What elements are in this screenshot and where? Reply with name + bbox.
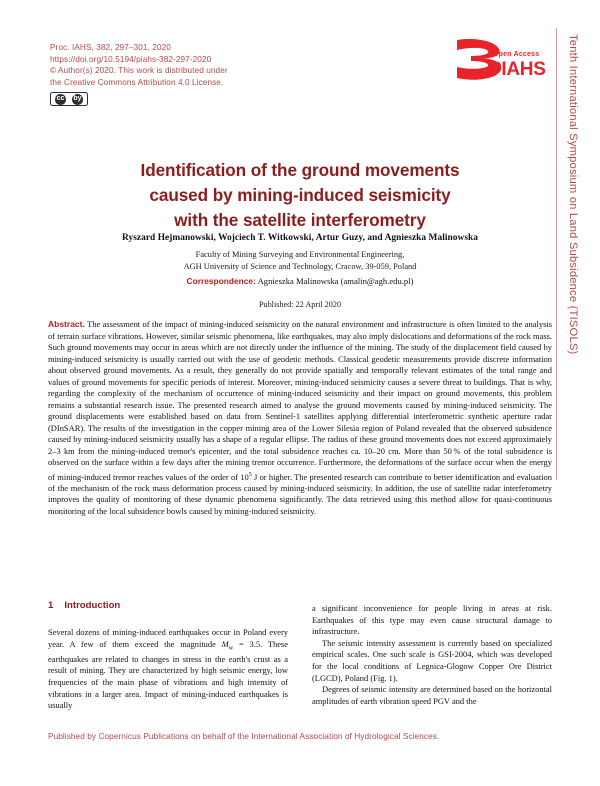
body-column-right xyxy=(312,603,552,707)
page-title xyxy=(60,158,540,233)
right-paragraph-2: The seismic intensity assessment is currently based on specialized empirical scales. One such scale is GSI-2004, which was developed for the local conditions of Legnica-Glogow Copper Ore District (LGCD), Poland (Fig. 1). xyxy=(312,637,552,683)
creative-commons-badge[interactable] xyxy=(50,92,88,106)
author-list: Ryszard Hejmanowski, Wojciech T. Witkowski, Artur Guzy, and Agnieszka Malinowska xyxy=(121,233,479,243)
abstract-block xyxy=(48,319,552,517)
magnitude-subscript: w xyxy=(228,644,234,652)
logo-open-access-label: Open Access xyxy=(493,51,540,58)
masthead-copyright: © Author(s) 2020. This work is distributed under xyxy=(50,66,228,76)
correspondence-email[interactable]: Agnieszka Malinowska (amalin@agh.edu.pl) xyxy=(257,276,414,286)
magnitude-m: M xyxy=(221,638,229,649)
published-date: Published: 22 April 2020 xyxy=(258,300,342,309)
abstract-text-part-1: The assessment of the impact of mining-induced seismicity on the natural environment and infrastructure is often limited to the analysis of terrain surface vibrations. However, similar seismic phenomena, like earthquakes, may also imply dislocations and deformations of the rock mass. Such ground movements may occur in areas which are not directly under the influence of the mining. The study of the displacement field caused by mining-induced seismicity is usually carried out with the use of geodetic methods. Classical geodetic measurements provide discrete information about observed ground movements. As a result, they generally do not provide spatially and temporally relevant estimates of the total range and values of ground movements for specific periods of interest. Moreover, mining-induced seismicity causes a severe threat to buildings. That is why, regarding the complexity of the mechanism of occurrence of mining-induced seismicity and their impact on ground movements, this problem remains a substantial research issue. The presented research aimed to analyse the ground movements caused by mining-induced seismicity. The ground displacements were established based on data from Sentinel-1 satellites applying differential interferometric synthetic aperture radar (DInSAR). The results of the investigation in the copper mining area of the Lower Silesia region of Poland revealed that the observed subsidence caused by mining-induced seismicity usually has a shape of a regular ellipse. The radius of these ground movements does not exceed approximately 2–3 km from the mining-induced tremor's epicenter, and the total subsidence reaches ca. 10–20 cm. More than 50 % of the total subsidence is observed on the surface within a few days after the mining tremor occurrence. Furthermore, the deformations of the surface occur when the energy of mining-induced tremor reaches values of the order of 10 xyxy=(48,319,552,482)
section-heading-introduction xyxy=(48,600,120,611)
side-banner-rule xyxy=(556,28,557,480)
correspondence-label: Correspondence: xyxy=(186,276,256,286)
left-paragraph-1 xyxy=(48,627,288,712)
journal-masthead xyxy=(50,42,350,106)
affiliation-line-2: AGH University of Science and Technology, Cracow, 39-059, Poland xyxy=(183,261,417,271)
section-number: 1 xyxy=(48,600,54,611)
cc-circle-icon: cc xyxy=(55,94,66,105)
body-column-left xyxy=(48,627,288,712)
affiliation-line-1: Faculty of Mining Surveying and Environmental Engineering, xyxy=(195,250,405,259)
cc-by-person-icon: by xyxy=(72,94,83,105)
page-footer: Published by Copernicus Publications on behalf of the International Association of Hydrological Sciences. xyxy=(48,731,440,741)
affiliation xyxy=(60,249,540,273)
abstract-text-part-2: J or higher. The presented research can contribute to better identification and evaluation of the mechanism of the rock mass deformation process caused by mining-induced seismicity. In addition, the use of satellite radar interferometry improves the quality of monitoring of these dynamic phenomena significantly. The data retrieved using this method allow for quasi-continuous monitoring of the local subsidence bowls caused by mining-induced seismicity. xyxy=(48,471,552,516)
section-title: Introduction xyxy=(64,600,121,611)
right-paragraph-1: a significant inconvenience for people living in areas at risk. Earthquakes of this type may even cause structural damage to infrastructure. xyxy=(312,603,552,637)
side-banner-text: Tenth International Symposium on Land Subsidence (TISOLS) xyxy=(567,34,579,355)
abstract-label: Abstract. xyxy=(48,319,85,329)
masthead-license: the Creative Commons Attribution 4.0 License. xyxy=(50,77,224,87)
magnitude-symbol xyxy=(221,638,234,652)
left-p1-text-b: = 3.5. These earthquakes are related to changes in stress in the earth's crust as a result of mining. They are characterized by high seismic energy, low frequencies of the main phase of vibrations and high intensity of vibrations in a larger area. Impact of mining-induced earthquakes is usually xyxy=(48,638,288,711)
title-line-2: caused by mining-induced seismicity xyxy=(149,185,451,205)
masthead-doi-link[interactable]: https://doi.org/10.5194/piahs-382-297-2020 xyxy=(50,54,212,64)
abstract-energy-exponent: 5 xyxy=(248,470,252,478)
masthead-citation: Proc. IAHS, 382, 297–301, 2020 xyxy=(50,43,171,52)
left-p1-text-a: Several dozens of mining-induced earthquakes occur in Poland every year. A few of them exceed the magnitude xyxy=(48,627,288,649)
title-line-1: Identification of the ground movements xyxy=(140,160,460,180)
right-paragraph-3: Degrees of seismic intensity are determined based on the horizontal amplitudes of earth vibration speed PGV and the xyxy=(312,684,552,706)
piahs-logo[interactable] xyxy=(455,34,547,92)
correspondence xyxy=(60,276,540,286)
title-line-3: with the satellite interferometry xyxy=(174,210,426,230)
logo-piahs-wordmark: PIAHS xyxy=(489,59,546,80)
